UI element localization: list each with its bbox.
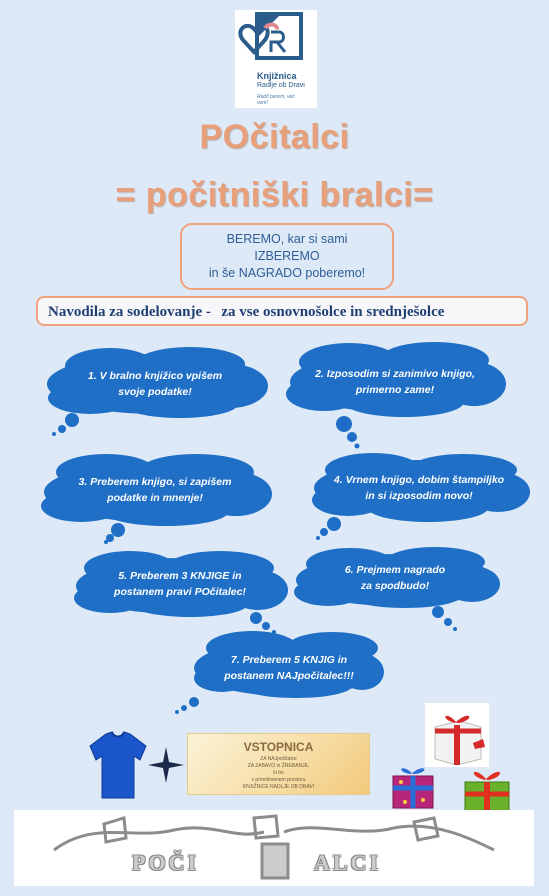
step-7-line-2: postanem NAJpočitalec!!!	[224, 670, 354, 682]
step-4-line-1: 4. Vrnem knjigo, dobim štampiljko	[333, 474, 505, 486]
step-2-line-2: primerno zame!	[355, 384, 435, 396]
ticket-line-4: v prireditvenem prostoru	[251, 777, 306, 783]
reading-characters-illustration	[14, 810, 534, 886]
entry-ticket	[187, 733, 370, 795]
step-cloud-2	[284, 340, 506, 450]
sparkle-star-icon	[148, 747, 184, 783]
step-3-line-2: podatke in mnenje!	[107, 492, 203, 504]
ticket-line-3: ki bo	[273, 770, 284, 776]
ticket-line-2: ZA ZABAVO in ŽREBANJE,	[247, 763, 310, 769]
slogan-line-3: in še NAGRADO poberemo!	[208, 266, 366, 280]
tshirt-icon	[88, 730, 148, 800]
slogan-line-2: IZBEREMO	[254, 249, 320, 263]
pocitalci-banner	[14, 810, 534, 886]
page-title: POčitalci	[199, 118, 350, 156]
step-6-line-2: za spodbudo!	[360, 580, 430, 592]
step-cloud-5	[70, 548, 290, 634]
instructions-heading	[36, 296, 528, 326]
library-name: Knjižnica	[257, 71, 297, 81]
step-6-line-1: 6. Prejmem nagrado	[344, 564, 446, 576]
instructions-label: Navodila za sodelovanje -	[48, 304, 211, 320]
ticket-line-1: ZA NAJpočitalce	[260, 756, 297, 762]
step-7-line-1: 7. Preberem 5 KNJIG in	[230, 654, 348, 666]
page-subtitle: = počitniški bralci=	[115, 176, 434, 214]
step-5-line-1: 5. Preberem 3 KNJIGE in	[118, 570, 242, 582]
step-5-line-2: postanem pravi POčitalec!	[114, 586, 246, 598]
step-2-line-1: 2. Izposodim si zanimivo knjigo,	[315, 368, 475, 380]
ticket-line-5: KNJIŽNICE RADLJE OB DRAVI	[242, 784, 315, 790]
slogan-line-1: BEREMO, kar si sami	[226, 232, 348, 246]
step-cloud-4	[308, 452, 530, 544]
instructions-audience: za vse osnovnošolce in srednješolce	[221, 304, 445, 320]
step-1-line-2: svoje podatke!	[118, 386, 192, 398]
step-4-line-2: in si izposodim novo!	[365, 490, 473, 502]
ticket-title: VSTOPNICA	[243, 740, 314, 754]
step-3-line-1: 3. Preberem knjigo, si zapišem	[78, 476, 232, 488]
step-1-line-1: 1. V bralno knjižico vpišem	[87, 370, 223, 382]
banner-word-2: ALCI	[314, 850, 382, 875]
library-logo	[235, 10, 317, 108]
library-town: Radlje ob Dravi	[257, 82, 305, 89]
step-cloud-3	[36, 452, 274, 544]
banner-word-1: POČI	[132, 850, 199, 875]
step-cloud-1	[40, 346, 270, 436]
gift-box-icon	[385, 758, 443, 812]
step-cloud-6	[290, 546, 500, 632]
heart-book-logo-icon	[235, 10, 317, 70]
library-slogan: Rad/i berem, več vem!	[257, 94, 295, 106]
step-cloud-7	[172, 630, 386, 714]
slogan-box	[180, 223, 394, 290]
